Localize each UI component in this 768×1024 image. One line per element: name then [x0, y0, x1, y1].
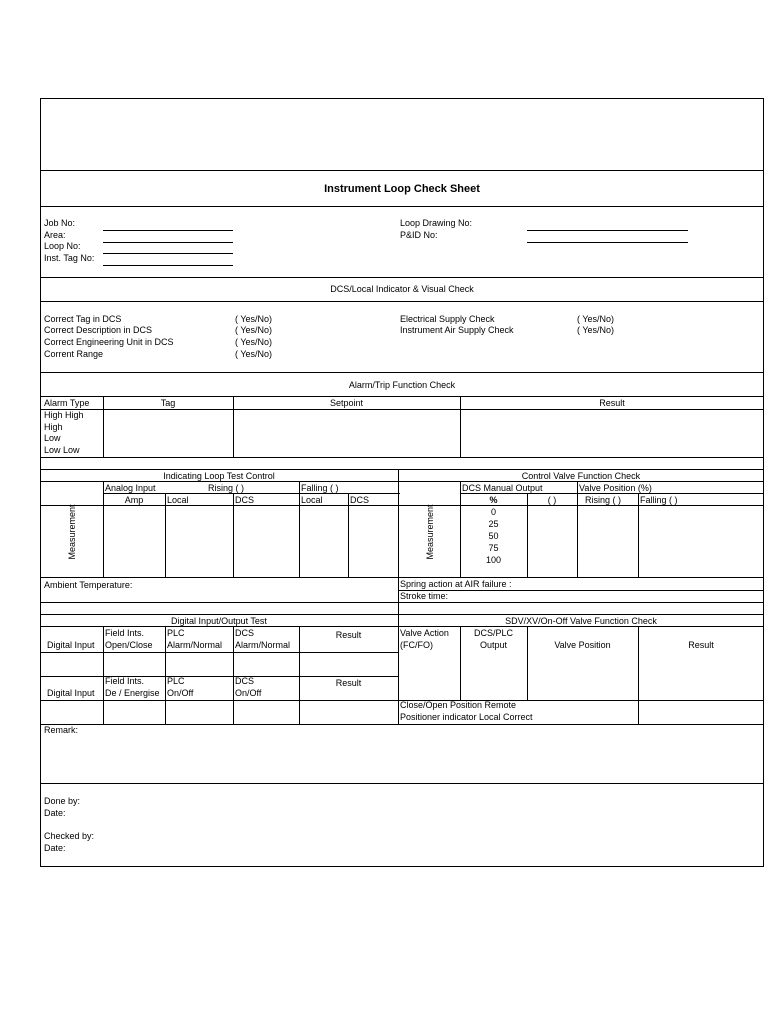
open-close: Open/Close [105, 640, 153, 650]
amp-col: Amp [124, 495, 144, 505]
loop-vline-5 [348, 493, 349, 577]
loop-end-divider [40, 577, 764, 578]
loop-vline-2 [165, 493, 166, 577]
dcs-item-4: Corrent Range [44, 349, 104, 359]
percent-col: % [489, 495, 498, 505]
loop-no-field[interactable] [103, 253, 233, 254]
job-no-field[interactable] [103, 230, 233, 231]
stroke-time-label: Stroke time: [400, 591, 449, 601]
yes-no-2[interactable]: ( Yes/No) [235, 325, 273, 335]
digital-input-label-2: Digital Input [47, 688, 95, 698]
alarm-section-header: Alarm/Trip Function Check [348, 380, 456, 390]
loop-no-label: Loop No: [44, 241, 81, 251]
dcs-2: DCS [235, 676, 255, 686]
dcs-on-off: On/Off [235, 688, 262, 698]
dcs-plc-2: Output [479, 640, 508, 650]
falling-label: Falling ( ) [301, 483, 339, 493]
alarm-col-divider [40, 409, 764, 410]
title-divider [40, 206, 764, 207]
digital-vline-4 [299, 626, 300, 724]
digital-input-label-1: Digital Input [47, 640, 95, 650]
setpoint-col: Setpoint [329, 398, 364, 408]
alarm-low: Low [44, 433, 61, 443]
job-no-label: Job No: [44, 218, 76, 228]
analog-input-label: Analog Input [105, 483, 156, 493]
digital-row1b-divider [40, 676, 398, 677]
dcs-alarm-normal: Alarm/Normal [235, 640, 291, 650]
dcs-header-divider [40, 301, 764, 302]
digital-header-divider [40, 626, 764, 627]
loop-vline-4 [299, 481, 300, 577]
digital-io-header: Digital Input/Output Test [171, 616, 267, 626]
dcs-manual-output-label: DCS Manual Output [462, 483, 543, 493]
remark-top-divider [40, 724, 764, 725]
loop-test-header: Indicating Loop Test Control [163, 471, 275, 481]
pid-no-label: P&ID No: [400, 230, 438, 240]
area-field[interactable] [103, 242, 233, 243]
yes-no-5[interactable]: ( Yes/No) [577, 314, 615, 324]
digital-result-1: Result [335, 630, 362, 640]
digital-vline-1 [103, 626, 104, 724]
area-label: Area: [44, 230, 66, 240]
valve-check-header: Control Valve Function Check [521, 471, 641, 481]
de-energise: De / Energise [105, 688, 160, 698]
alarm-low-low: Low Low [44, 445, 80, 455]
plc-alarm-normal: Alarm/Normal [167, 640, 223, 650]
valve-vline-2 [527, 493, 528, 577]
sdv-result: Result [688, 640, 714, 650]
sdv-valve-position: Valve Position [554, 640, 611, 650]
rising-col: Rising ( ) [585, 495, 622, 505]
field-ints-2: Field Ints. [105, 676, 145, 686]
percent-25: 25 [488, 519, 499, 529]
valve-position-label: Valve Position (%) [579, 483, 652, 493]
yes-no-6[interactable]: ( Yes/No) [577, 325, 615, 335]
remark-bottom-divider [40, 783, 764, 784]
dcs-col-1: DCS [235, 495, 255, 505]
loop-header-divider [40, 481, 764, 482]
ambient-temperature-label: Ambient Temperature: [44, 580, 133, 590]
percent-100: 100 [485, 555, 502, 565]
paren-col: ( ) [547, 495, 557, 505]
center-vline [398, 469, 399, 724]
loop-top-divider [40, 469, 764, 470]
plc-1: PLC [167, 628, 185, 638]
measurement-label-right: Measurement [425, 504, 435, 560]
valve-sub-divider [460, 493, 764, 494]
percent-75: 75 [488, 543, 499, 553]
alarm-end-divider [40, 457, 764, 458]
percent-50: 50 [488, 531, 499, 541]
sdv-header: SDV/XV/On-Off Valve Function Check [505, 616, 657, 626]
dcs-section-divider [40, 372, 764, 373]
digital-result-2: Result [335, 678, 362, 688]
valve-vline-4 [638, 493, 639, 577]
digital-row2-divider [40, 700, 398, 701]
blank-divider [40, 614, 764, 615]
close-open-label: Close/Open Position Remote [400, 700, 517, 710]
dcs-1: DCS [235, 628, 255, 638]
loop-drawing-field[interactable] [527, 230, 688, 231]
measurement-label-left: Measurement [67, 504, 77, 560]
rising-label: Rising ( ) [208, 483, 245, 493]
loop-sub-divider [40, 505, 764, 506]
positioner-label: Positioner indicator Local Correct [400, 712, 533, 722]
dcs-item-3: Correct Engineering Unit in DCS [44, 337, 174, 347]
valve-action-1: Valve Action [400, 628, 449, 638]
alarm-high: High [44, 422, 63, 432]
yes-no-1[interactable]: ( Yes/No) [235, 314, 273, 324]
info-divider [40, 277, 764, 278]
checked-by-label: Checked by: [44, 831, 95, 841]
percent-0: 0 [490, 507, 496, 517]
valve-vline-3 [577, 481, 578, 577]
loop-vline-3 [233, 493, 234, 577]
tag-col: Tag [160, 398, 176, 408]
field-ints-1: Field Ints. [105, 628, 145, 638]
page-title: Instrument Loop Check Sheet [324, 183, 480, 195]
digital-row1-divider [40, 652, 398, 653]
stroke-divider [40, 602, 764, 603]
dcs-col-2: DCS [350, 495, 370, 505]
electrical-supply-label: Electrical Supply Check [400, 314, 495, 324]
spring-action-label: Spring action at AIR failure : [400, 579, 512, 589]
dcs-item-1: Correct Tag in DCS [44, 314, 122, 324]
dcs-plc-1: DCS/PLC [473, 628, 513, 638]
alarm-type-col: Alarm Type [44, 398, 90, 408]
valve-action-2: (FC/FO) [400, 640, 433, 650]
sdv-vline-2 [527, 626, 528, 700]
air-supply-label: Instrument Air Supply Check [400, 325, 514, 335]
falling-col: Falling ( ) [640, 495, 678, 505]
checked-date-label: Date: [44, 843, 66, 853]
yes-no-3[interactable]: ( Yes/No) [235, 337, 273, 347]
pid-no-field[interactable] [527, 242, 688, 243]
local-col-2: Local [301, 495, 323, 505]
remark-label: Remark: [44, 725, 79, 735]
digital-vline-2 [165, 626, 166, 724]
inst-tag-field[interactable] [103, 265, 233, 266]
spring-divider [398, 590, 764, 591]
dcs-section-header: DCS/Local Indicator & Visual Check [330, 284, 474, 294]
digital-vline-3 [233, 626, 234, 724]
local-col-1: Local [167, 495, 189, 505]
alarm-high-high: High High [44, 410, 84, 420]
analog-sub-divider [103, 493, 400, 494]
plc-2: PLC [167, 676, 185, 686]
result-col: Result [599, 398, 625, 408]
inst-tag-label: Inst. Tag No: [44, 253, 95, 263]
done-date-label: Date: [44, 808, 66, 818]
header-divider [40, 170, 764, 171]
alarm-header-divider [40, 396, 764, 397]
dcs-item-2: Correct Description in DCS [44, 325, 153, 335]
plc-on-off: On/Off [167, 688, 194, 698]
yes-no-4[interactable]: ( Yes/No) [235, 349, 273, 359]
done-by-label: Done by: [44, 796, 81, 806]
loop-drawing-label: Loop Drawing No: [400, 218, 473, 228]
